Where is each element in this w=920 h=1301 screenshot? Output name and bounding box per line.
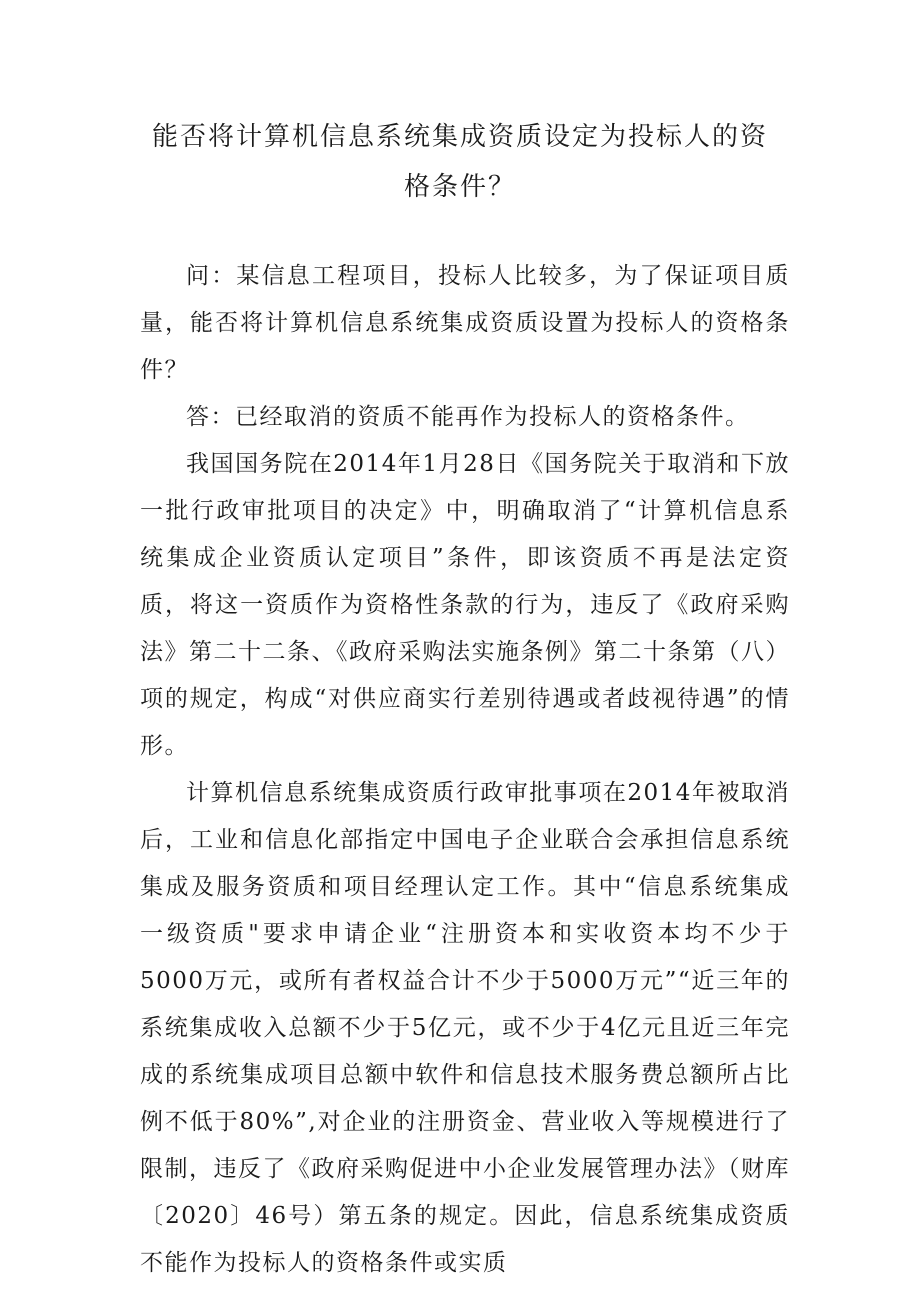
paragraph-question: 问：某信息工程项目，投标人比较多，为了保证项目质量，能否将计算机信息系统集成资质设置为投标人的资格条件？ [140,263,790,383]
title-line-2: 格条件？ [403,172,516,202]
document-title [140,112,780,212]
title-line-1: 能否将计算机信息系统集成资质设定为投标人的资 [151,122,768,152]
document-body [140,253,790,1287]
paragraph-qualification-details: 计算机信息系统集成资质行政审批事项在2014年被取消后，工业和信息化部指定中国电子企业联合会承担信息系统集成及服务资质和项目经理认定工作。其中“信息系统集成一级资质"要求申请企业“注册资本和实收资本均不少于5000万元，或所有者权益合计不少于5000万元”“近三年的系统集成收入总额不少于5亿元，或不少于4亿元且近三年完成的系统集成项目总额中软件和信息技术服务费总额所占比例不低于80%”,对企业的注册资金、营业收入等规模进行了限制，违反了《政府采购促进中小企业发展管理办法》（财库〔2020〕46号）第五条的规定。因此，信息系统集成资质不能作为投标人的资格条件或实质 [140,780,790,1276]
paragraph-state-council: 我国国务院在2014年1月28日《国务院关于取消和下放一批行政审批项目的决定》中，明确取消了“计算机信息系统集成企业资质认定项目”条件，即该资质不再是法定资质，将这一资质作为资格性条款的行为，违反了《政府采购法》第二十二条、《政府采购法实施条例》第二十条第（八）项的规定，构成“对供应商实行差别待遇或者歧视待遇”的情形。 [140,451,790,759]
paragraph-answer: 答：已经取消的资质不能再作为投标人的资格条件。 [186,404,750,430]
